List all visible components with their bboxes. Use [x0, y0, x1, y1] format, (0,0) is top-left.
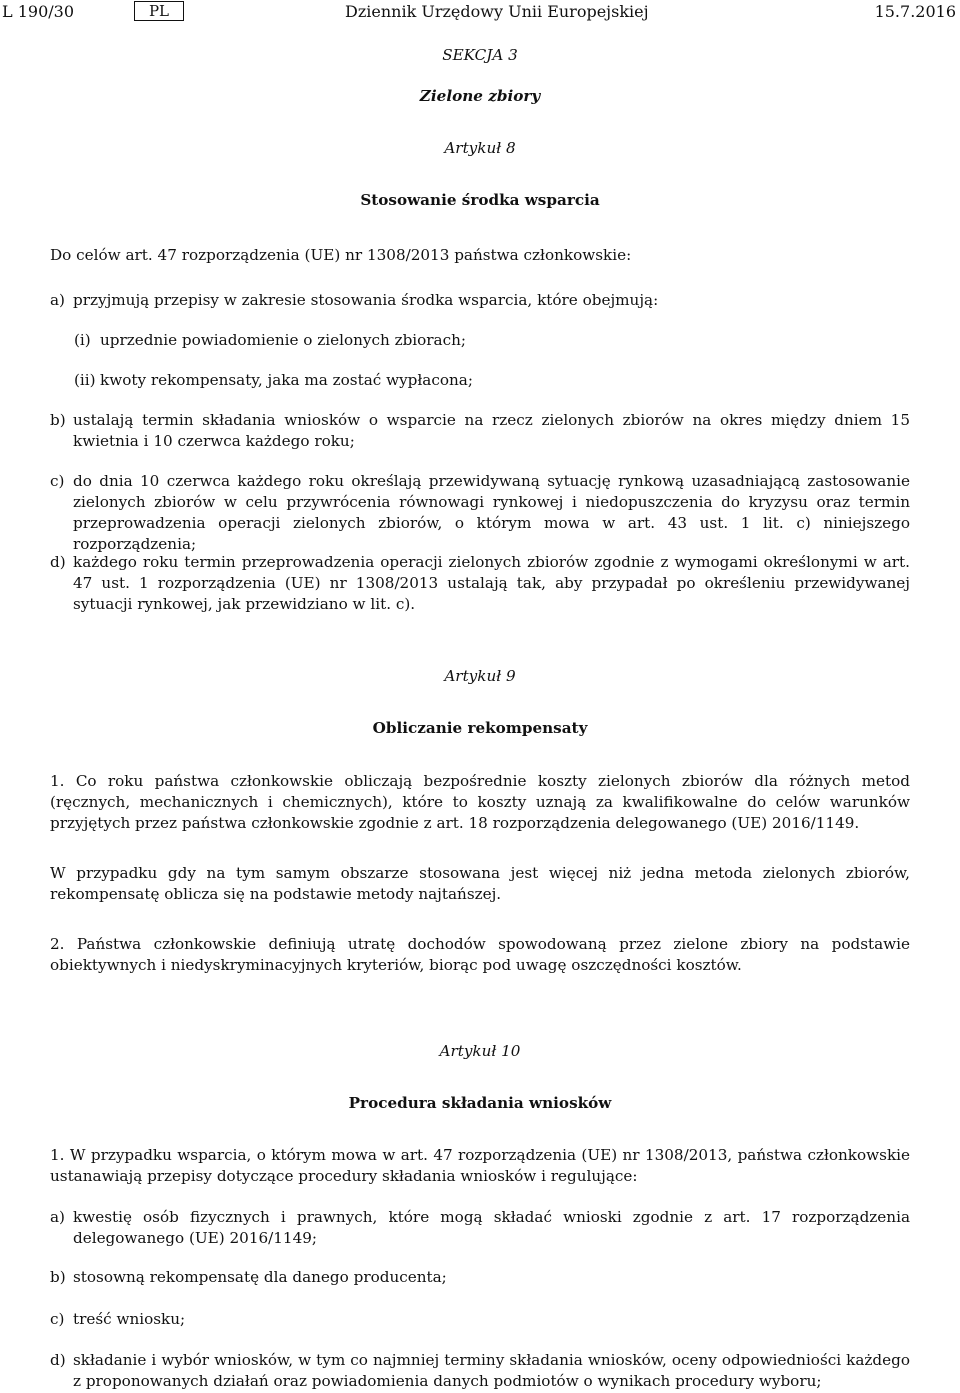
language-badge: PL [134, 1, 184, 21]
section-title: Zielone zbiory [419, 87, 541, 105]
article-8-point-d [50, 552, 910, 615]
section-label: SEKCJA 3 [442, 46, 518, 64]
point-label: c) [50, 1310, 65, 1328]
article-8-subpoint-i [74, 330, 910, 351]
point-label: a) [50, 291, 65, 309]
publication-date: 15.7.2016 [874, 2, 956, 21]
point-label: c) [50, 472, 65, 490]
point-text: ustalają termin składania wniosków o wsparcie na rzecz zielonych zbiorów na okres między dniem 15 kwietnia i 10 czerwca każdego roku; [73, 411, 910, 450]
article-8-point-b [50, 410, 910, 452]
article-10-title: Procedura składania wniosków [348, 1094, 612, 1112]
point-text: treść wniosku; [73, 1310, 186, 1328]
article-8-subpoint-ii [74, 370, 910, 391]
point-label: d) [50, 553, 66, 571]
article-8-title: Stosowanie środka wsparcia [360, 191, 600, 209]
article-8-point-a [50, 290, 910, 311]
article-10-paragraph-1: 1. W przypadku wsparcia, o którym mowa w art. 47 rozporządzenia (UE) nr 1308/2013, państwa członkowskie ustanawiają przepisy dotyczące procedury składania wniosków i regulujące: [50, 1146, 910, 1185]
article-8-point-c [50, 471, 910, 555]
point-text: przyjmują przepisy w zakresie stosowania środka wsparcia, które obejmują: [73, 291, 659, 309]
point-label: d) [50, 1351, 66, 1369]
page-reference: L 190/30 [2, 2, 74, 21]
point-label: a) [50, 1208, 65, 1226]
point-text: składanie i wybór wniosków, w tym co najmniej terminy składania wniosków, oceny odpowiedniości każdego z proponowanych działań oraz powiadomienia danych podmiotów o wynikach procedury wyboru; [73, 1351, 910, 1390]
article-9-paragraph-1: 1. Co roku państwa członkowskie obliczają bezpośrednie koszty zielonych zbiorów dla różnych metod (ręcznych, mechanicznych i chemicznych), które to koszty uznają za kwalifikowalne do celów warunków przyjętych przez państwa członkowskie zgodnie z art. 18 rozporządzenia delegowanego (UE) 2016/1149. [50, 772, 910, 832]
article-8-intro: Do celów art. 47 rozporządzenia (UE) nr 1308/2013 państwa członkowskie: [50, 246, 632, 264]
article-10-point-d [50, 1350, 910, 1392]
article-10-label: Artykuł 10 [439, 1042, 521, 1060]
page-header [0, 0, 960, 26]
subpoint-label: (i) [74, 331, 91, 349]
point-label: b) [50, 411, 66, 429]
point-label: b) [50, 1268, 66, 1286]
article-10-point-a [50, 1207, 910, 1249]
article-9-label: Artykuł 9 [444, 667, 516, 685]
journal-title: Dziennik Urzędowy Unii Europejskiej [345, 2, 649, 21]
point-text: kwestię osób fizycznych i prawnych, które mogą składać wnioski zgodnie z art. 17 rozporządzenia delegowanego (UE) 2016/1149; [73, 1208, 910, 1247]
article-9-title: Obliczanie rekompensaty [372, 719, 588, 737]
article-9-paragraph-2: 2. Państwa członkowskie definiują utratę dochodów spowodowaną przez zielone zbiory na podstawie obiektywnych i niedyskryminacyjnych kryteriów, biorąc pod uwagę oszczędności kosztów. [50, 935, 910, 974]
point-text: do dnia 10 czerwca każdego roku określają przewidywaną sytuację rynkową uzasadniającą zastosowanie zielonych zbiorów w celu przywrócenia równowagi rynkowej i niedopuszczenia do kryzysu oraz termin przeprowadzenia operacji zielonych zbiorów, o którym mowa w art. 43 ust. 1 lit. c) niniejszego rozporządzenia; [73, 472, 910, 553]
subpoint-label: (ii) [74, 371, 96, 389]
article-10-point-c [50, 1309, 910, 1330]
article-8-label: Artykuł 8 [444, 139, 516, 157]
subpoint-text: kwoty rekompensaty, jaka ma zostać wypłacona; [100, 371, 473, 389]
point-text: każdego roku termin przeprowadzenia operacji zielonych zbiorów zgodnie z wymogami określonymi w art. 47 ust. 1 rozporządzenia (UE) nr 1308/2013 ustalają tak, aby przypadał po określeniu przewidywanej sytuacji rynkowej, jak przewidziano w lit. c). [73, 553, 910, 613]
article-10-point-b [50, 1267, 910, 1288]
subpoint-text: uprzednie powiadomienie o zielonych zbiorach; [100, 331, 467, 349]
point-text: stosowną rekompensatę dla danego producenta; [73, 1268, 447, 1286]
article-9-paragraph-1-sub: W przypadku gdy na tym samym obszarze stosowana jest więcej niż jedna metoda zielonych zbiorów, rekompensatę oblicza się na podstawie metody najtańszej. [50, 864, 910, 903]
